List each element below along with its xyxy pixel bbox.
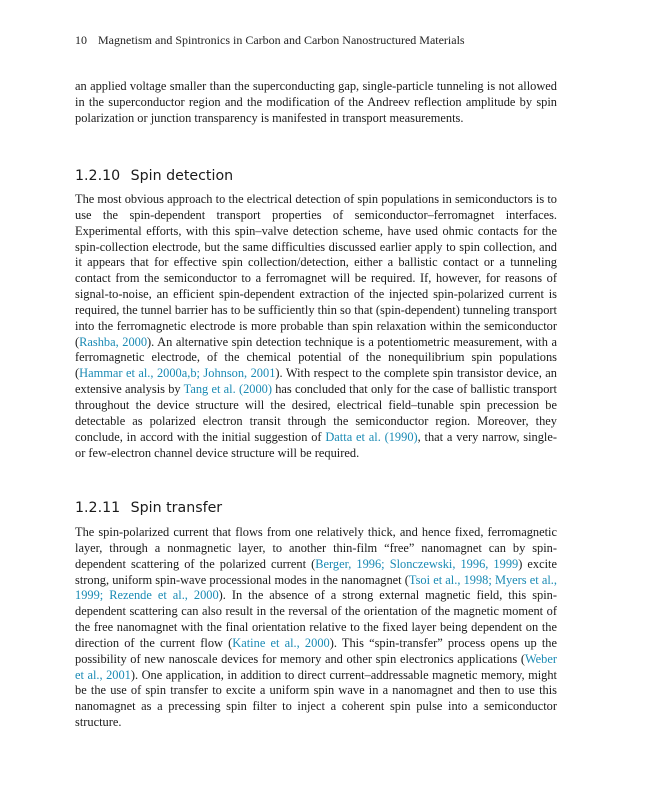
spin-transfer-paragraph <box>75 525 557 731</box>
paragraph-text: ) excite strong, uniform spin-wave processional modes in the nanomagnet ( <box>75 556 557 587</box>
section-number: 1.2.11 <box>75 500 121 516</box>
section-title: Spin detection <box>130 168 234 184</box>
intro-paragraph-text: an applied voltage smaller than the superconducting gap, single-particle tunneling is not allowed in the superconductor region and the modification of the Andreev reflection amplitude by spin polarization or junction transparency is manifested in transport measurements. <box>75 79 557 125</box>
section-heading-spin-detection <box>75 168 233 184</box>
paragraph-text: has concluded that only for the case of ballistic transport throughout the device structure will the desired, electrical field–tunable spin precession be detectable as polarized electron transit through the semiconductor region. Moreover, they conclude, in accord with the initial suggestion of <box>75 382 557 444</box>
citation-link[interactable]: Tsoi et al., 1998; Myers et al., 1999; Rezende et al., 2000 <box>75 572 557 603</box>
section-number: 1.2.10 <box>75 168 121 184</box>
paragraph-text: The spin-polarized current that flows from one relatively thick, and hence fixed, ferromagnetic layer, through a nonmagnetic layer, to another thin-film “free” nanomagnet can by spin-dependent scattering of the polarized current ( <box>75 525 557 571</box>
citation-link[interactable]: Katine et al., 2000 <box>232 635 330 650</box>
paragraph-text: The most obvious approach to the electrical detection of spin populations in semiconductors is to use the spin-dependent transport properties of semiconductor–ferromagnet interfaces. Experimental efforts, with this spin–valve detection scheme, have used ohmic contacts for the spin-collection electrode, but the same difficulties discussed earlier apply to spin collection, and it appears that for effective spin collection/detection, either a ballistic contact or a tunneling contact from the semiconductor to a ferromagnet will be required. If, however, for reasons of signal-to-noise, an efficient spin-dependent extraction of the injected spin-polarized current is required, the tunnel barrier has to be sufficiently thin so that (spin-dependent) tunneling transport into the ferromagnetic electrode is more probable than spin relaxation within the semiconductor ( <box>75 192 557 349</box>
paragraph-text: ). An alternative spin detection technique is a potentiometric measurement, with a ferromagnetic electrode, of the chemical potential of the nonequilibrium spin populations ( <box>75 334 557 381</box>
paragraph-text: ). This “spin-transfer” process opens up the possibility of new nanoscale devices for memory and other spin electronics applications ( <box>75 635 558 666</box>
paragraph-text: ). One application, in addition to direct current–addressable magnetic memory, might be the use of spin transfer to excite a uniform spin wave in a nanomagnet and then to use this nanomagnet as a precessing spin filter to inject a coherent spin pulse into a semiconductor structure. <box>75 667 557 730</box>
running-head <box>75 33 565 48</box>
paragraph-text: ). In the absence of a strong external magnetic field, this spin-dependent scattering can also result in the reversal of the orientation of the magnetic moment of the free nanomagnet with the final orientation relative to the fixed layer being dependent on the direction of the current flow ( <box>75 588 557 650</box>
page-number: 10 <box>75 33 87 47</box>
citation-link[interactable]: Weber et al., 2001 <box>75 651 557 682</box>
section-heading-spin-transfer <box>75 500 222 516</box>
paragraph-text: ). With respect to the complete spin transistor device, an extensive analysis by <box>75 366 558 397</box>
citation-link[interactable]: Tang et al. (2000) <box>183 382 272 397</box>
spin-detection-paragraph <box>75 192 557 461</box>
citation-link[interactable]: Rashba, 2000 <box>79 334 148 349</box>
citation-link[interactable]: Berger, 1996; Slonczewski, 1996, 1999 <box>315 556 519 571</box>
citation-link[interactable]: Datta et al. (1990) <box>325 429 418 444</box>
section-title: Spin transfer <box>130 500 223 516</box>
citation-link[interactable]: Hammar et al., 2000a,b; Johnson, 2001 <box>79 366 276 381</box>
intro-paragraph <box>75 79 557 127</box>
paragraph-text: , that a very narrow, single- or few-electron channel device structure will be required. <box>75 429 557 460</box>
running-head-title: Magnetism and Spintronics in Carbon and Carbon Nanostructured Materials <box>98 33 465 47</box>
